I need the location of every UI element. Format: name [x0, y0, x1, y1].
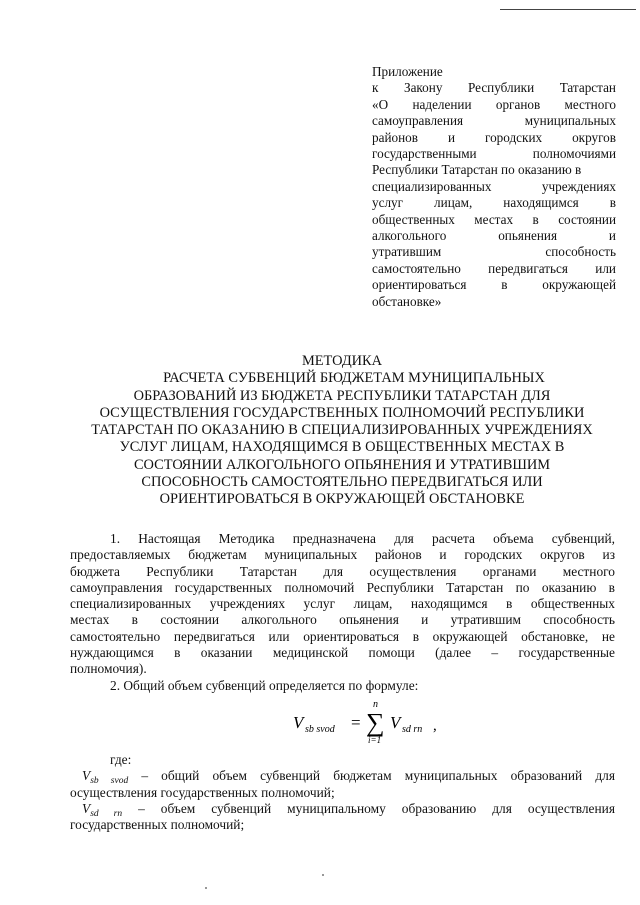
paragraph-line: самостоятельно передвигаться или ориентироваться в окружающей обстановке, не	[70, 628, 615, 644]
title-line: ТАТАРСТАН ПО ОКАЗАНИЮ В СПЕЦИАЛИЗИРОВАННЫХ УЧРЕЖДЕНИЯХ	[91, 422, 593, 439]
appendix-block	[372, 64, 616, 310]
title-line: УСЛУГ ЛИЦАМ, НАХОДЯЩИМСЯ В ОБЩЕСТВЕННЫХ МЕСТАХ В	[119, 439, 565, 456]
document-title	[66, 353, 618, 509]
formula-svg	[293, 698, 513, 746]
formula-comma: ,	[433, 718, 437, 734]
formula	[293, 698, 513, 746]
formula-rhs-sub: sd rn	[402, 724, 423, 735]
formula-equals: =	[351, 713, 361, 732]
definition-var: $V_{sd rn}$	[82, 800, 123, 819]
paragraph-line: 1. Настоящая Методика предназначена для расчета объема субвенций,	[110, 531, 615, 546]
title-line: МЕТОДИКА	[301, 353, 383, 369]
appendix-line: Республики Татарстан по оказанию в	[372, 162, 582, 178]
title-line: РАСЧЕТА СУБВЕНЦИЙ БЮДЖЕТАМ МУНИЦИПАЛЬНЫХ	[163, 370, 545, 387]
appendix-line: специализированных учреждениях	[372, 178, 616, 194]
paragraph-line: местах в состоянии алкогольного опьянения и утратившим способность	[70, 612, 615, 628]
title-line: СПОСОБНОСТЬ САМОСТОЯТЕЛЬНО ПЕРЕДВИГАТЬСЯ ИЛИ	[141, 474, 543, 491]
appendix-line: районов и городских округов	[372, 129, 616, 145]
definition-var: $V_{sb svod}$	[82, 768, 129, 787]
definition-line: $V_{sd rn}$ – объем субвенций муниципальному образованию для осуществления	[82, 800, 615, 819]
appendix-line: самостоятельно передвигаться или	[372, 260, 616, 276]
title-line: ОБРАЗОВАНИЙ ИЗ БЮДЖЕТА РЕСПУБЛИКИ ТАТАРСТАН ДЛЯ	[133, 387, 551, 404]
appendix-line: ориентироваться в окружающей	[372, 277, 616, 293]
top-rule	[500, 9, 636, 10]
formula-sum-symbol: ∑	[366, 708, 385, 737]
paragraph-line: предоставляемых бюджетам муниципальных районов и городских округов из	[70, 547, 615, 563]
appendix-line: Приложение	[372, 64, 443, 79]
title-line: ОСУЩЕСТВЛЕНИЯ ГОСУДАРСТВЕННЫХ ПОЛНОМОЧИЙ РЕСПУБЛИКИ	[99, 404, 585, 421]
title-line: ОРИЕНТИРОВАТЬСЯ В ОКРУЖАЮЩЕЙ ОБСТАНОВКЕ	[159, 491, 525, 508]
appendix-line: «О наделении органов местного	[372, 96, 616, 112]
title-line: СОСТОЯНИИ АЛКОГОЛЬНОГО ОПЬЯНЕНИЯ И УТРАТИВШИМ	[133, 456, 551, 473]
appendix-line: утратившим способность	[372, 244, 616, 260]
appendix-line: государственными полномочиями	[372, 145, 616, 161]
formula-lhs-sub: sb svod	[305, 724, 335, 735]
formula-lhs-var: V	[293, 713, 304, 732]
appendix-line: самоуправления муниципальных	[372, 113, 616, 129]
appendix-line: общественных местах в состоянии	[372, 211, 616, 227]
scan-speck	[205, 887, 207, 889]
appendix-line: к Закону Республики Татарстан	[372, 80, 616, 96]
body-text	[70, 531, 615, 694]
where-label: где:	[110, 752, 132, 767]
paragraph-line: нуждающимся в оказании медицинской помощи (далее – государственные	[70, 645, 615, 661]
formula-sum-upper: n	[373, 699, 378, 710]
definition-line: $V_{sb svod}$ – общий объем субвенций бюджетам муниципальных образований для	[82, 768, 615, 787]
definition-line: государственных полномочий;	[70, 817, 245, 833]
appendix-line: алкогольного опьянения и	[372, 227, 616, 243]
formula-rhs-var: V	[390, 713, 401, 732]
paragraph-line: специализированных учреждениях услуг лицам, находящимся в общественных	[70, 596, 615, 612]
definitions	[70, 752, 615, 833]
formula-sum-lower: i=1	[368, 735, 382, 745]
paragraph-line: полномочия).	[70, 661, 147, 677]
paragraph-line: бюджета Республики Татарстан для осуществления органами местного	[70, 563, 615, 579]
definition-line: осуществления государственных полномочий;	[70, 784, 335, 800]
appendix-line: обстановке»	[372, 293, 442, 309]
appendix-line: услуг лицам, находящимся в	[372, 195, 616, 211]
paragraph-2: 2. Общий объем субвенций определяется по формуле:	[110, 677, 419, 693]
scan-speck	[322, 874, 324, 876]
paragraph-line: самоуправления государственных полномочий Республики Татарстан по оказанию в	[70, 579, 615, 595]
